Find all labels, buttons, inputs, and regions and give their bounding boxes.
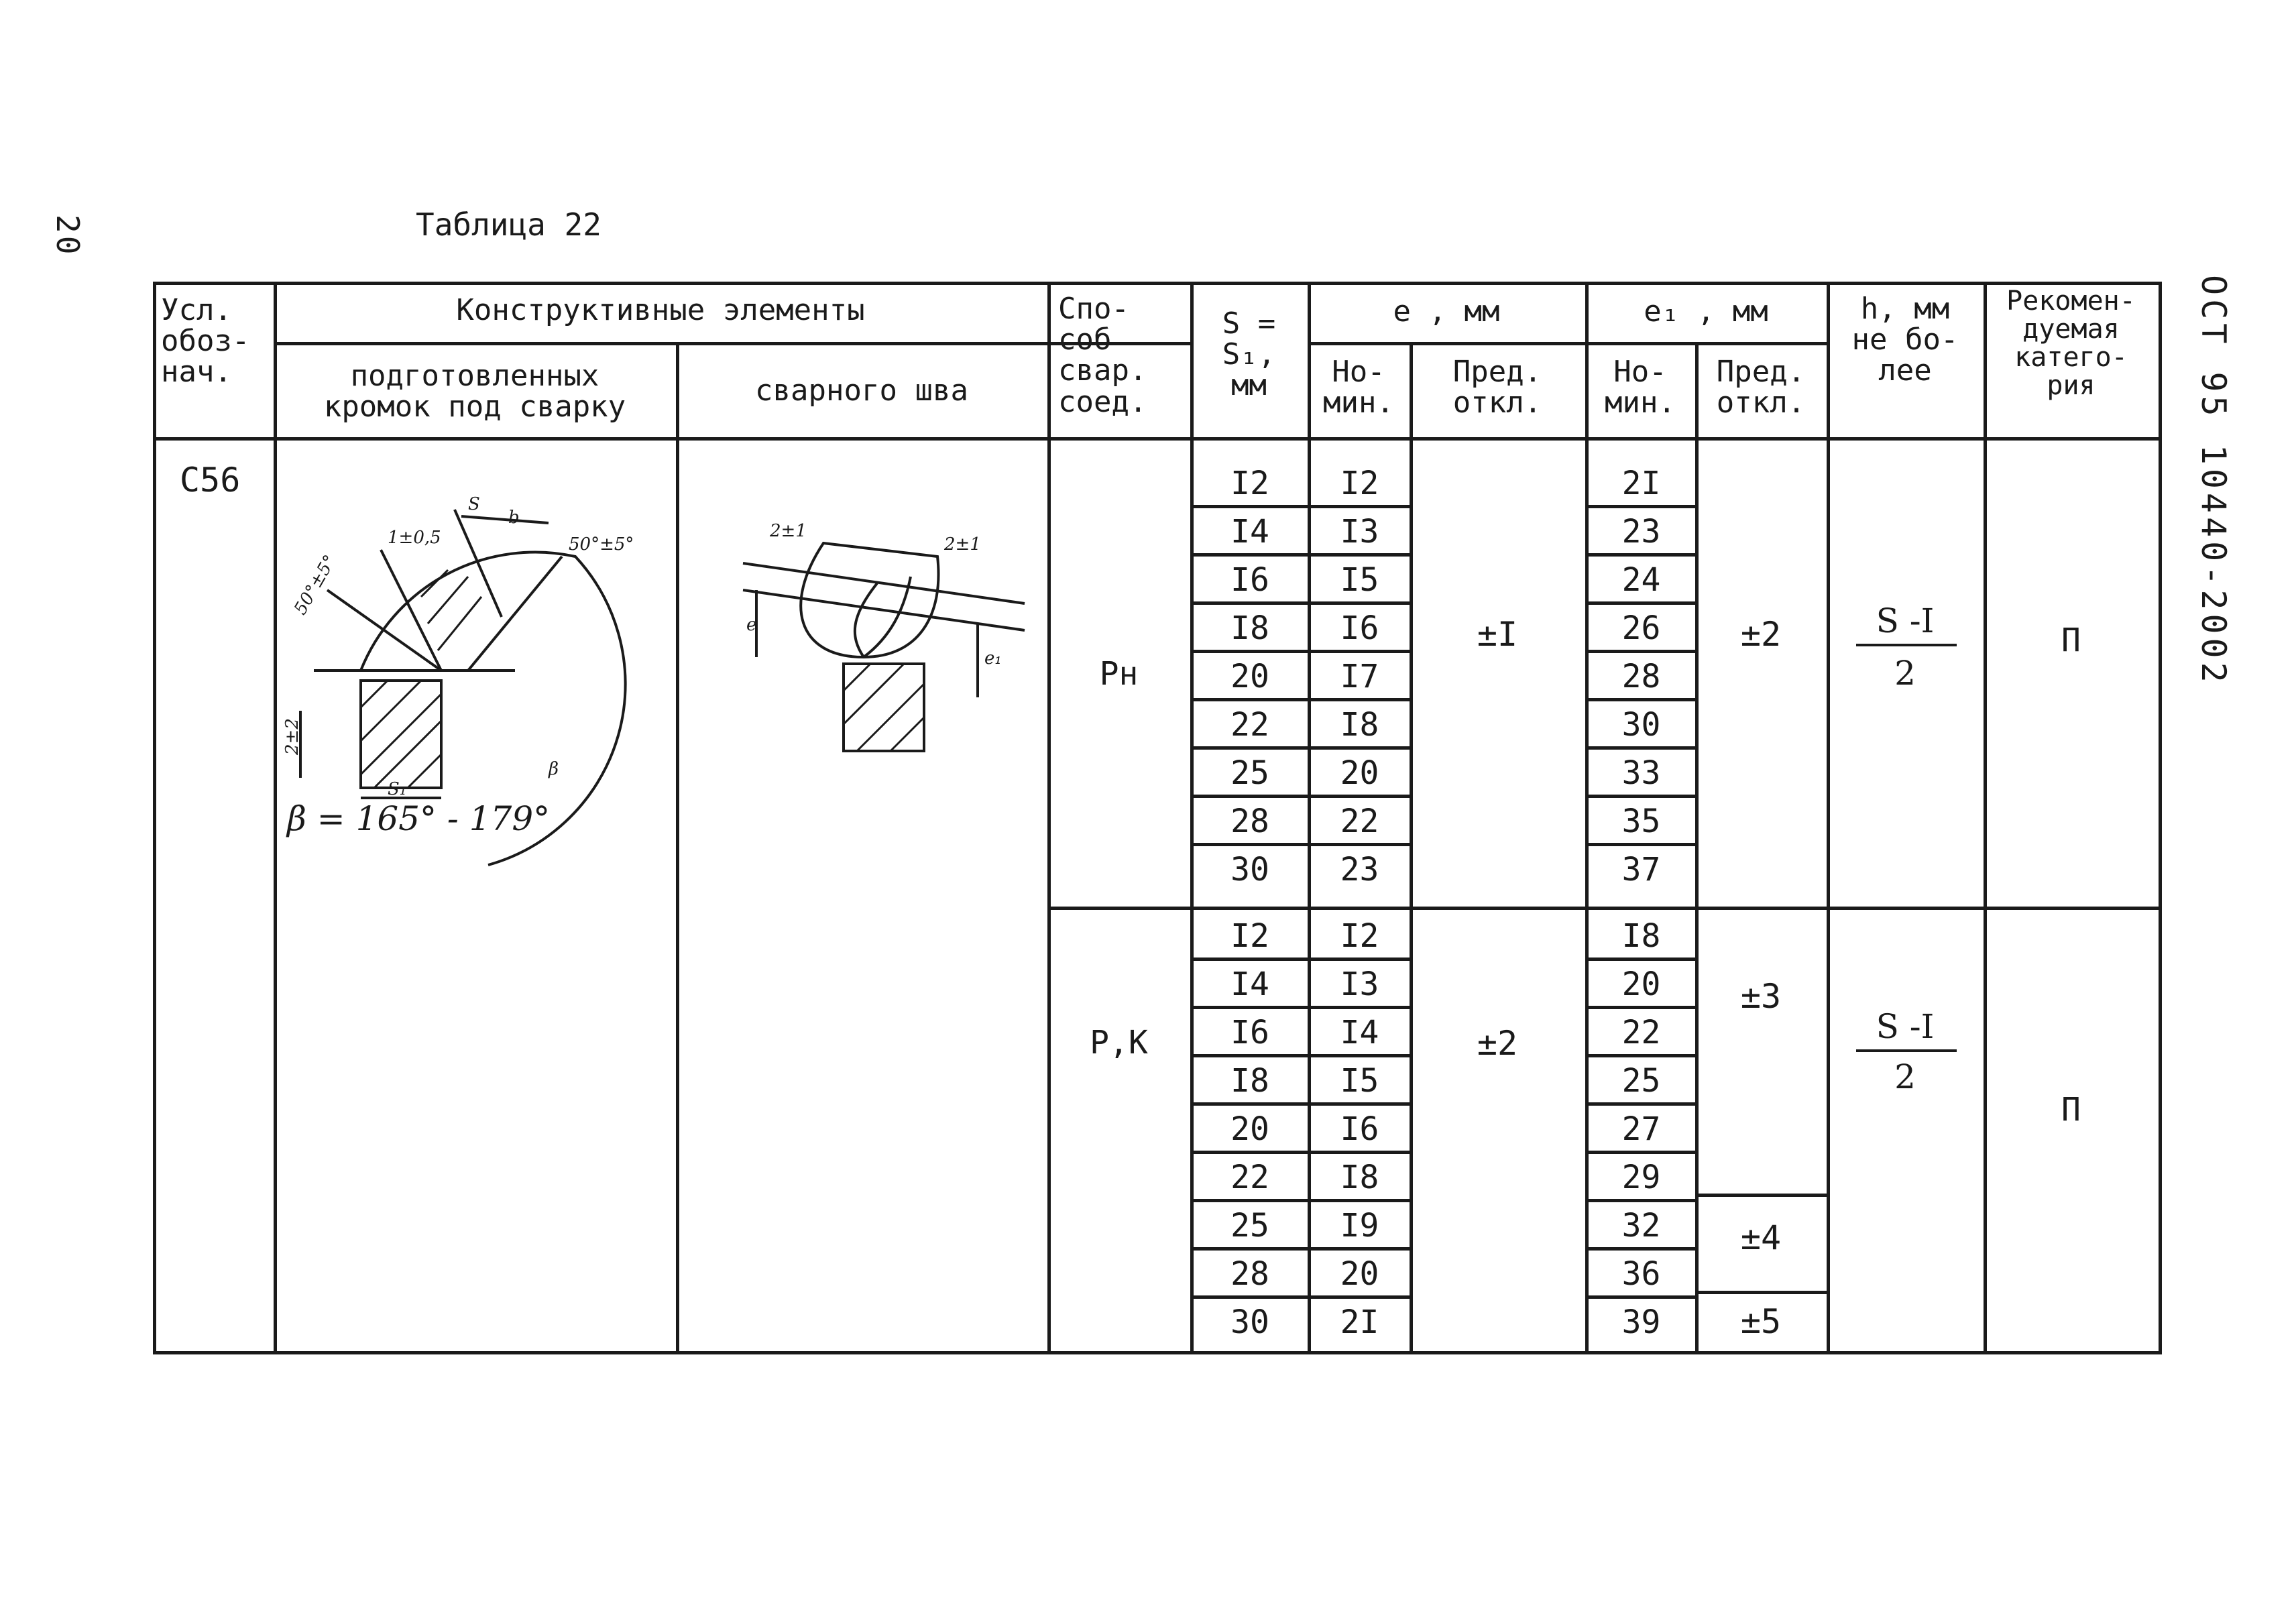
label-s: S (468, 494, 480, 514)
s-value: 22 (1230, 706, 1269, 744)
e1-nominal-value: 35 (1621, 803, 1661, 840)
e-nominal-value: 22 (1340, 803, 1379, 840)
label-beta: β (549, 759, 559, 779)
header-s: S = S₁, мм (1222, 306, 1276, 403)
h-formula-num-rn: S -I (1876, 601, 1935, 640)
category-rn: П (2061, 622, 2081, 659)
e-nominal-value: I9 (1340, 1207, 1379, 1244)
s-value: I4 (1230, 513, 1269, 550)
e-nominal-value: I5 (1340, 561, 1379, 599)
weld-label-e: e (746, 615, 757, 635)
h-formula-den-rn: 2 (1894, 654, 1916, 693)
e1-nominal-value: 22 (1621, 1014, 1661, 1051)
e1-nominal-value: 26 (1621, 610, 1661, 647)
s-value: I2 (1230, 465, 1269, 502)
header-constructive: Конструктивные элементы (456, 293, 865, 327)
label-b: b (508, 508, 520, 528)
e1-nominal-value: 33 (1621, 754, 1661, 792)
h-formula-num-rk: S -I (1876, 1007, 1935, 1046)
s-value: 25 (1230, 754, 1269, 792)
e1-nominal-value: 30 (1621, 706, 1661, 744)
header-weld-seam: сварного шва (755, 373, 968, 408)
header-e: e , мм (1393, 294, 1500, 329)
e-nominal-value: I6 (1340, 610, 1379, 647)
method-rn: Рн (1099, 655, 1139, 693)
s-value: 20 (1230, 1110, 1269, 1148)
header-h: h, мм не бо- лее (1851, 292, 1959, 388)
header-e1: e₁ , мм (1644, 294, 1768, 329)
table-caption: Таблица 22 (416, 207, 601, 243)
method-rk: Р,К (1090, 1024, 1148, 1061)
s-value: I6 (1230, 561, 1269, 599)
table-22 (153, 282, 2162, 1354)
label-gap: 1±0,5 (388, 528, 441, 548)
e-nominal-value: I2 (1340, 917, 1379, 955)
header-e1-deviation: Пред. откл. (1716, 355, 1806, 420)
e1-nominal-value: 37 (1621, 851, 1661, 888)
e-nominal-value: I5 (1340, 1062, 1379, 1100)
e-deviation-rn: ±I (1477, 615, 1518, 654)
e1-nominal-value: 39 (1621, 1303, 1661, 1341)
e1-deviation-rk-1: ±3 (1740, 977, 1782, 1016)
e-nominal-value: I3 (1340, 513, 1379, 550)
e-nominal-value: I8 (1340, 706, 1379, 744)
e1-nominal-value: 29 (1621, 1159, 1661, 1196)
e1-deviation-rk-2: ±4 (1740, 1218, 1782, 1257)
s-value: 28 (1230, 803, 1269, 840)
page-number: 20 (50, 215, 86, 257)
e-nominal-value: I8 (1340, 1159, 1379, 1196)
header-designation: Усл. обоз- нач. (161, 293, 250, 390)
h-formula-den-rk: 2 (1894, 1057, 1916, 1096)
e1-nominal-value: 23 (1621, 513, 1661, 550)
header-e-nominal: Но- мин. (1323, 355, 1394, 420)
e-nominal-value: I6 (1340, 1110, 1379, 1148)
e-nominal-value: I4 (1340, 1014, 1379, 1051)
weld-seam-sketch (743, 503, 1025, 771)
header-method: Спо- соб свар. соед. (1058, 292, 1147, 419)
label-s1: S₁ (388, 779, 407, 799)
e-nominal-value: 2I (1340, 1303, 1379, 1341)
s-value: I8 (1230, 1062, 1269, 1100)
header-e1-nominal: Но- мин. (1605, 355, 1676, 420)
s-value: 22 (1230, 1159, 1269, 1196)
s-value: I2 (1230, 917, 1269, 955)
e-nominal-value: 20 (1340, 754, 1379, 792)
document-code: ОСТ 95 10440-2002 (2194, 275, 2233, 687)
e1-deviation-rn: ±2 (1740, 615, 1782, 654)
s-value: 28 (1230, 1255, 1269, 1293)
s-value: I6 (1230, 1014, 1269, 1051)
e1-nominal-value: 25 (1621, 1062, 1661, 1100)
e1-deviation-rk-3: ±5 (1740, 1302, 1782, 1341)
e1-nominal-value: 28 (1621, 658, 1661, 695)
s-value: 20 (1230, 658, 1269, 695)
weld-label-right: 2±1 (944, 534, 981, 555)
s-value: I4 (1230, 966, 1269, 1003)
e1-nominal-value: 32 (1621, 1207, 1661, 1244)
row-designation: С56 (180, 461, 241, 500)
e-deviation-rk: ±2 (1477, 1024, 1518, 1063)
e-nominal-value: I2 (1340, 465, 1379, 502)
label-offset: 2±2 (282, 718, 302, 755)
category-rk: П (2061, 1091, 2081, 1128)
e-nominal-value: 23 (1340, 851, 1379, 888)
header-prepared-edges: подготовленных кромок под сварку (323, 359, 626, 424)
e1-nominal-value: 36 (1621, 1255, 1661, 1293)
label-angle-right: 50°±5° (569, 534, 634, 555)
weld-label-left: 2±1 (770, 521, 807, 541)
header-e-deviation: Пред. откл. (1452, 355, 1542, 420)
s-value: I8 (1230, 610, 1269, 647)
e1-nominal-value: 24 (1621, 561, 1661, 599)
e1-nominal-value: I8 (1621, 917, 1661, 955)
s-value: 30 (1230, 1303, 1269, 1341)
label-angle-left: 50°±5° (290, 551, 341, 619)
e1-nominal-value: 27 (1621, 1110, 1661, 1148)
beta-range: β = 165° - 179° (287, 799, 551, 838)
e-nominal-value: I3 (1340, 966, 1379, 1003)
e-nominal-value: 20 (1340, 1255, 1379, 1293)
e-nominal-value: I7 (1340, 658, 1379, 695)
s-value: 25 (1230, 1207, 1269, 1244)
s-value: 30 (1230, 851, 1269, 888)
header-category: Рекомен- дуемая катего- рия (2006, 286, 2136, 401)
e1-nominal-value: 2I (1621, 465, 1661, 502)
weld-label-e1: e₁ (984, 648, 1002, 669)
e1-nominal-value: 20 (1621, 966, 1661, 1003)
